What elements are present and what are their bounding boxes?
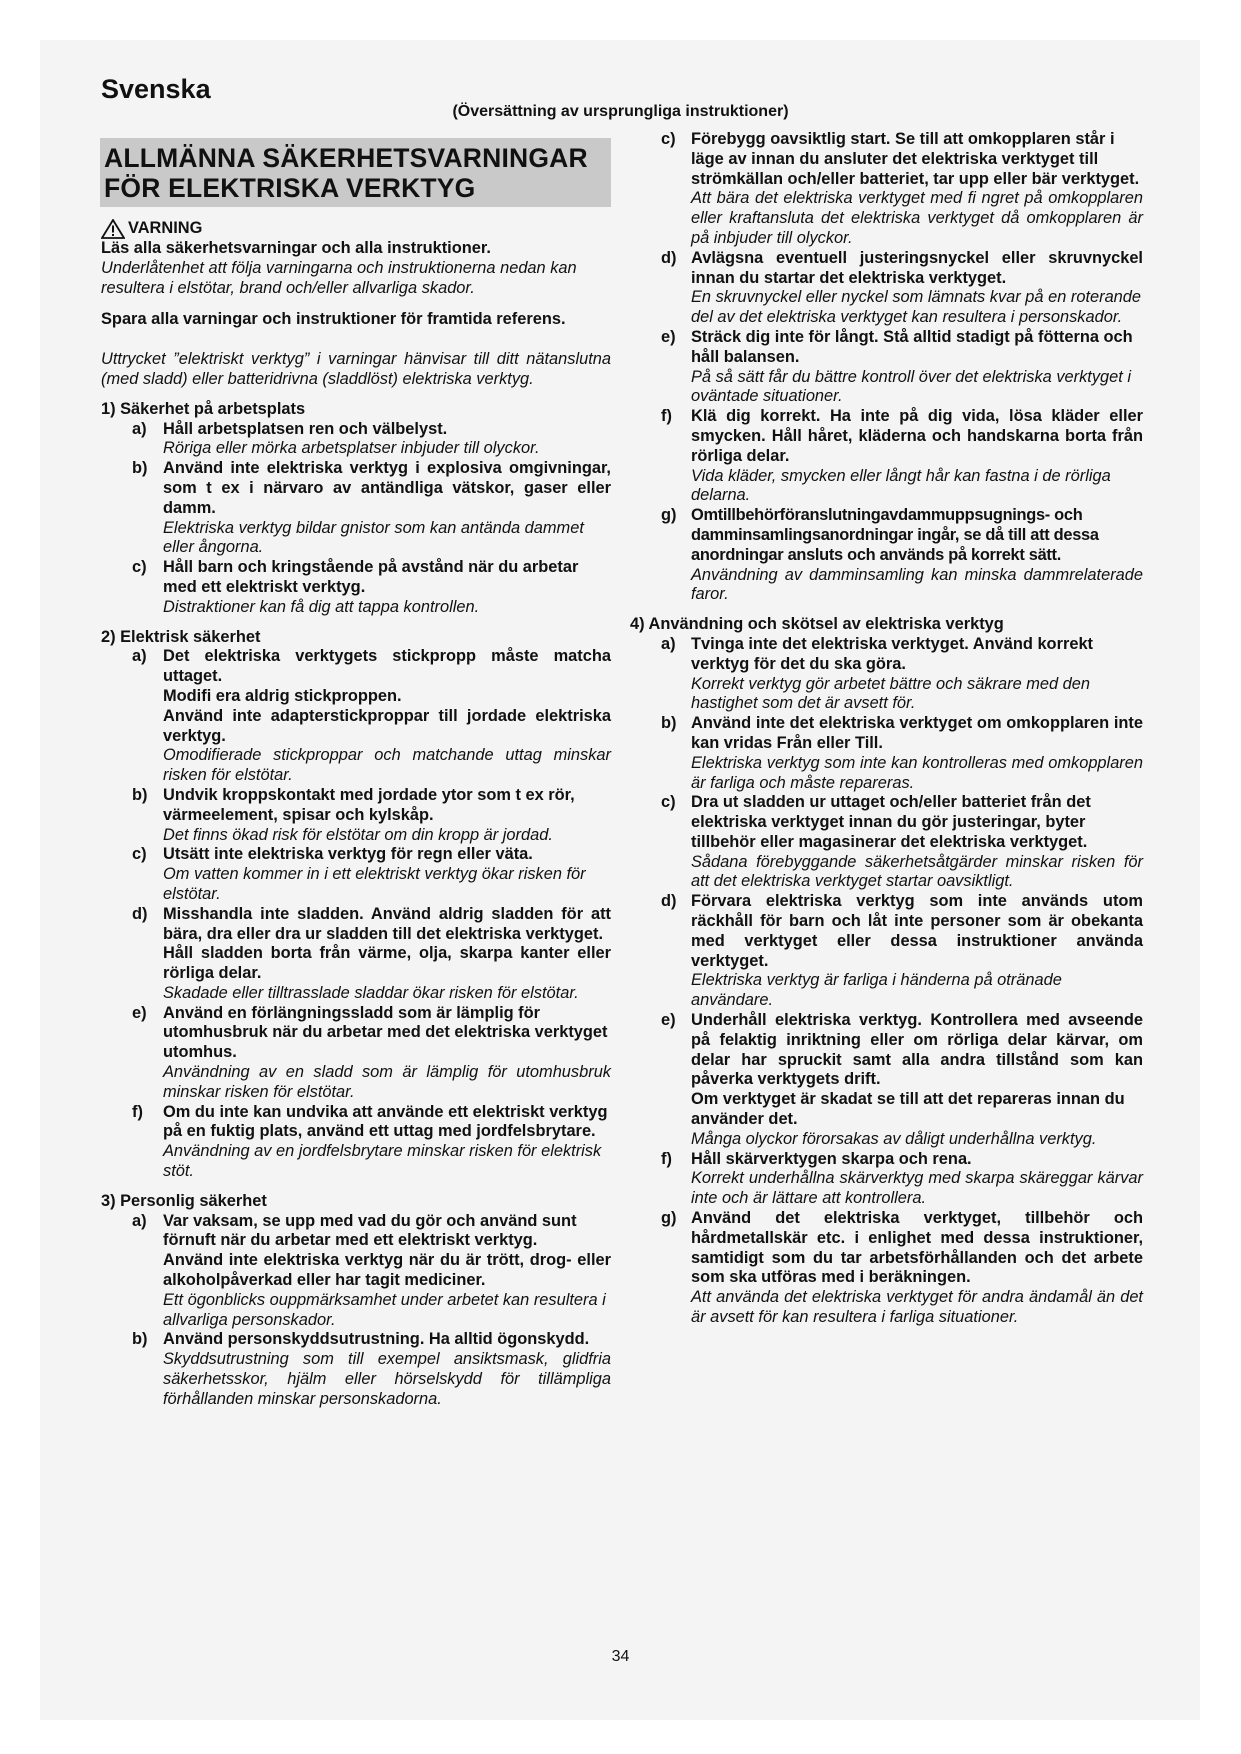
- section-title-line-1: ALLMÄNNA SÄKERHETSVARNINGAR: [104, 143, 588, 173]
- warning-triangle-icon: [101, 219, 125, 239]
- item-4c: c) Dra ut sladden ur uttaget och/eller batteriet från det elektriska verktyget innan du gör justeringar, byter tillbehör eller magasinerar det elektriska verktyget. Sådana förebyggande säkerhetsåtgärder minskar risken för att det elektriska verktyget startar oavsiktligt.: [661, 793, 1143, 891]
- item-4f: f) Håll skärverktygen skarpa och rena. Korrekt underhållna skärverktyg med skarpa skäreggar kärvar inte och är lättare att kontrollera.: [661, 1149, 1143, 1208]
- section-title: [100, 138, 611, 207]
- item-4g: g) Använd det elektriska verktyget, tillbehör och hårdmetallskär etc. i enlighet med dessa instruktioner, samtidigt som du tar arbetsförhållanden och det arbete som ska utföras med i beräkningen. Att använda det elektriska verktyget för andra ändamål än det är avsett för kan resultera i farliga situationer.: [661, 1209, 1143, 1327]
- warning-label: [101, 219, 611, 239]
- save-instructions: Spara alla varningar och instruktioner för framtida referens.: [101, 310, 566, 329]
- item-3c: c) Förebygg oavsiktlig start. Se till att omkopplaren står i läge av innan du ansluter det elektriska verktyget till strömkällan och/eller batteriet, tar upp eller bär verktyget. Att bära det elektriska verktyget med fi ngret på omkopplaren eller kraftansluta det elektriska verktyget då omkopplaren är på inbjuder till olyckor.: [661, 130, 1143, 247]
- item-3f: f) Klä dig korrekt. Ha inte på dig vida, lösa kläder eller smycken. Håll håret, kläderna och handskarna borta från rörliga delar. Vida kläder, smycken eller långt hår kan fastna i de rörliga delarna.: [661, 407, 1143, 505]
- left-column: [101, 130, 611, 1410]
- warning-text: VARNING: [128, 219, 203, 238]
- item-1c: c) Håll barn och kringstående på avstånd när du arbetar med ett elektriskt verktyg. Distraktioner kan få dig att tappa kontrollen.: [132, 558, 579, 616]
- item-4d: d) Förvara elektriska verktyg som inte används utom räckhåll för barn och låt inte personer som är obekanta med verktyget eller dessa instruktioner använda verktyget. Elektriska verktyg är farliga i händerna på otränade användare.: [661, 892, 1143, 1010]
- section-1-title: 1) Säkerhet på arbetsplats: [101, 399, 306, 418]
- definition-text: Uttrycket ”elektriskt verktyg” i varningar hänvisar till ditt nätanslutna (med sladd) eller batteridrivna (sladdlöst) elektriska verktyg.: [101, 350, 611, 388]
- item-1a: a) Håll arbetsplatsen ren och välbelyst. Röriga eller mörka arbetsplatser inbjuder till olyckor.: [132, 419, 540, 458]
- warning-bold: Läs alla säkerhetsvarningar och alla instruktioner.: [101, 239, 491, 257]
- item-3g: g) Omtillbehörföranslutningavdammuppsugnings- och damminsamlingsanordningar ingår, se då till att dessa anordningar ansluts och används på korrekt sätt. Användning av damminsamling kan minska dammrelaterade faror.: [661, 506, 1143, 604]
- item-2f: f) Om du inte kan undvika att använde ett elektriskt verktyg på en fuktig plats, använd ett uttag med jordfelsbrytare. Användning av en jordfelsbrytare minskar risken för elektrisk stöt.: [132, 1102, 608, 1181]
- item-2d: d) Misshandla inte sladden. Använd aldrig sladden för att bära, dra eller dra ur sladden till det elektriska verktyget. Håll sladden borta från värme, olja, skarpa kanter eller rörliga delar. Skadade eller tilltrasslade sladdar ökar risken för elstötar.: [132, 904, 611, 1002]
- translation-subtitle: (Översättning av ursprungliga instruktioner): [452, 103, 789, 120]
- item-3a: a) Var vaksam, se upp med vad du gör och använd sunt förnuft när du arbetar med ett elektriskt verktyg. Använd inte elektriska verktyg när du är trött, drog- eller alkoholpåverkad eller har tagit mediciner. Ett ögonblicks ouppmärksamhet under arbetet kan resultera i allvarliga personskador.: [132, 1211, 611, 1329]
- item-3b: b) Använd personskyddsutrustning. Ha alltid ögonskydd. Skyddsutrustning som till exempel ansiktsmask, glidfria säkerhetsskor, hjälm eller hörselskydd för tillämpliga förhållanden minskar personskadorna.: [132, 1330, 611, 1408]
- section-2-title: 2) Elektrisk säkerhet: [101, 627, 261, 646]
- item-1b: b) Använd inte elektriska verktyg i explosiva omgivningar, som t ex i närvaro av antändliga vätskor, gaser eller damm. Elektriska verktyg bildar gnistor som kan antända dammet eller ångorna.: [132, 459, 611, 557]
- item-4b: b) Använd inte det elektriska verktyget om omkopplaren inte kan vridas Från eller Till. Elektriska verktyg som inte kan kontrolleras med omkopplaren är farliga och måste repareras.: [661, 714, 1143, 792]
- item-4a: a) Tvinga inte det elektriska verktyget. Använd korrekt verktyg för det du ska göra. Korrekt verktyg gör arbetet bättre och säkrare med den hastighet som det är avsett för.: [661, 634, 1094, 713]
- item-2b: b) Undvik kroppskontakt med jordade ytor som t ex rör, värmeelement, spisar och kylskåp. Det finns ökad risk för elstötar om din kropp är jordad.: [132, 785, 575, 844]
- item-3e: e) Sträck dig inte för långt. Stå alltid stadigt på fötterna och håll balansen. På så sätt får du bättre kontroll över det elektriska verktyget i oväntade situationer.: [661, 327, 1133, 406]
- language-heading: Svenska: [101, 74, 211, 104]
- page-number: 34: [611, 1648, 630, 1665]
- item-2c: c) Utsätt inte elektriska verktyg för regn eller väta. Om vatten kommer in i ett elektriskt verktyg ökar risken för elstötar.: [132, 845, 586, 903]
- right-column: [630, 130, 1143, 1328]
- warning-italic: Underlåtenhet att följa varningarna och instruktionerna nedan kan resultera i elstötar, brand och/eller allvarliga skador.: [101, 258, 577, 297]
- item-4e: e) Underhåll elektriska verktyg. Kontrollera med avseende på felaktig inriktning eller om rörliga delar kärvar, om delar har spruckit samt alla andra tillstånd som kan påverka verktygets drift. Om verktyget är skadat se till att det repareras innan du använder det. Många olyckor förorsakas av dåligt underhållna verktyg.: [661, 1011, 1143, 1148]
- item-3d: d) Avlägsna eventuell justeringsnyckel eller skruvnyckel innan du startar det elektriska verktyget. En skruvnyckel eller nyckel som lämnats kvar på en roterande del av det elektriska verktyget kan resultera i personskador.: [661, 248, 1143, 327]
- item-2e: e) Använd en förlängningssladd som är lämplig för utomhusbruk när du arbetar med det elektriska verktyget utomhus. Användning av en sladd som är lämplig för utomhusbruk minskar risken för elstötar.: [132, 1003, 611, 1101]
- item-2a: a) Det elektriska verktygets stickpropp måste matcha uttaget. Modifi era aldrig stickproppen. Använd inte adapterstickproppar till jordade elektriska verktyg. Omodifierade stickproppar och matchande uttag minskar risken för elstötar.: [132, 647, 611, 785]
- section-3-title: 3) Personlig säkerhet: [101, 1191, 267, 1210]
- section-title-line-2: FÖR ELEKTRISKA VERKTYG: [104, 173, 476, 203]
- section-4-title: 4) Användning och skötsel av elektriska verktyg: [630, 615, 1004, 634]
